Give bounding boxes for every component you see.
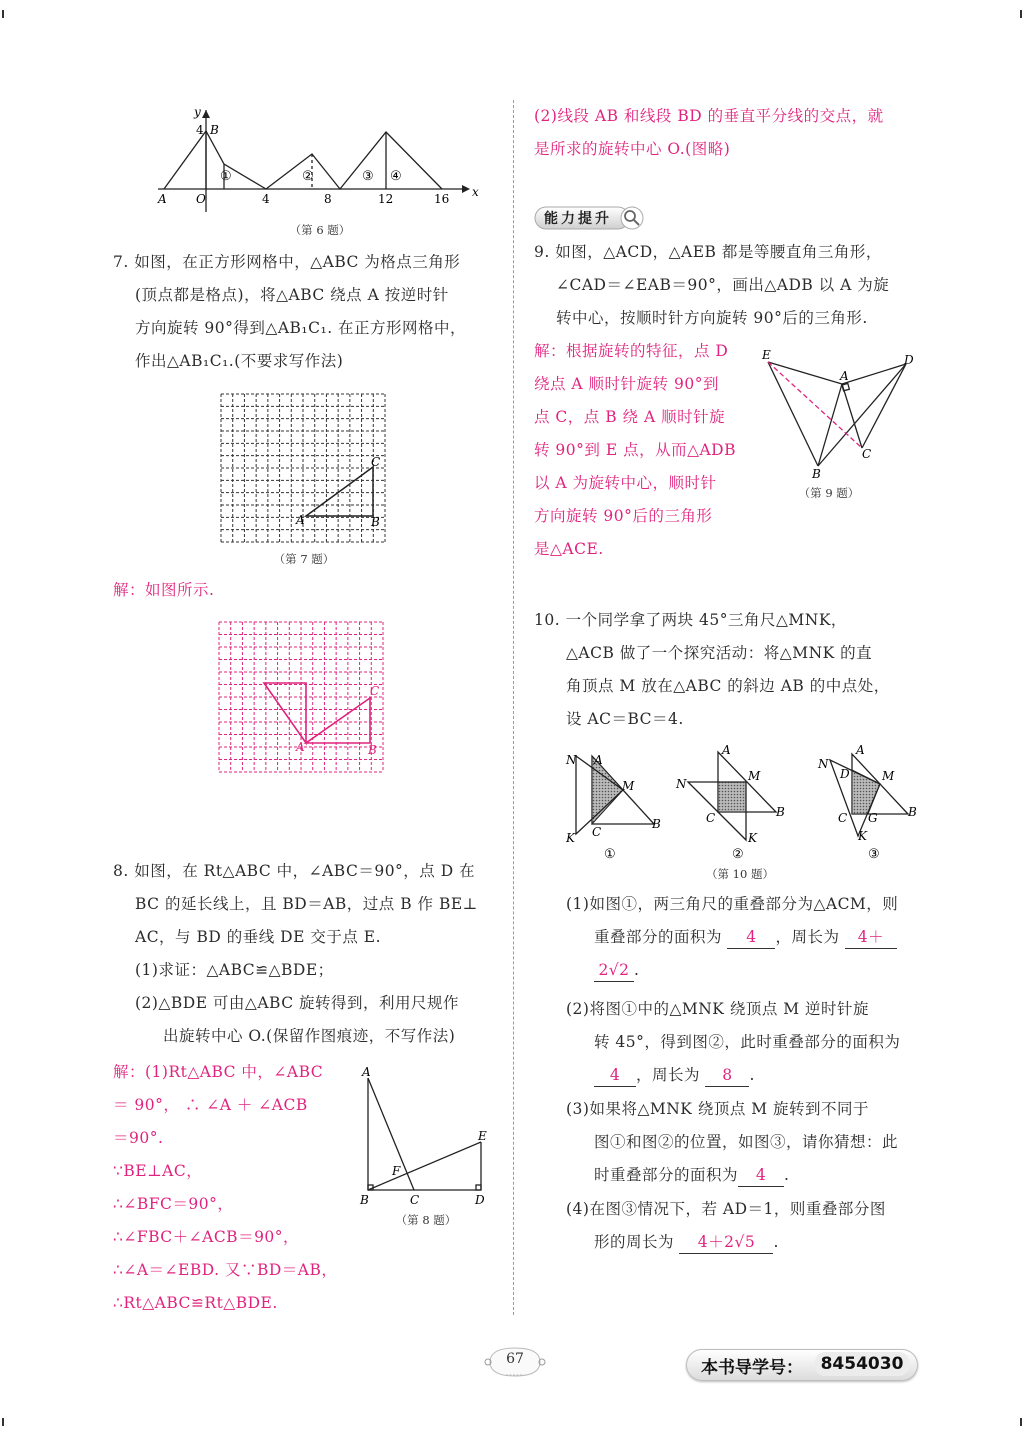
tick-16: 16 bbox=[434, 192, 450, 206]
crop-mark bbox=[1020, 1418, 1022, 1426]
q7-line: 方向旋转 90°得到△AB₁C₁. 在正方形网格中， bbox=[135, 319, 467, 337]
label-d: D bbox=[475, 1193, 485, 1207]
q8-solution-line: ∵BE⊥AC， bbox=[113, 1162, 203, 1180]
label-c: C bbox=[410, 1193, 420, 1207]
q8-solution-line: ∴∠A＝∠EBD. 又∵BD＝AB， bbox=[113, 1261, 338, 1279]
q10-p3-text: 时重叠部分的面积为 bbox=[594, 1166, 739, 1184]
q8-line: (1)求证：△ABC≌△BDE； bbox=[135, 961, 334, 979]
label-a: A bbox=[362, 1065, 371, 1079]
label-b: B bbox=[210, 123, 219, 137]
q9-solution bbox=[534, 335, 749, 566]
q7-line: (顶点都是格点)，将△ABC 绕点 A 按逆时针 bbox=[135, 286, 449, 304]
answer-perimeter-1a: 4＋ bbox=[845, 926, 897, 949]
section-badge-label: 能力提升 bbox=[544, 211, 612, 227]
q7-solution: 解：如图所示. bbox=[113, 581, 215, 599]
q10-part-2 bbox=[566, 993, 926, 1092]
y-axis-label: y bbox=[194, 105, 201, 119]
q10-part-3 bbox=[566, 1093, 926, 1192]
figure-8 bbox=[356, 1062, 496, 1212]
q10-line: 10. 一个同学拿了两块 45°三角尺△MNK， bbox=[534, 611, 847, 629]
column-divider bbox=[513, 100, 514, 1315]
label-n: N bbox=[818, 757, 829, 771]
figure-7-grid bbox=[218, 392, 390, 544]
q8-line: 出旋转中心 O.(保留作图痕迹，不写作法) bbox=[163, 1027, 456, 1045]
label-m: M bbox=[622, 779, 635, 793]
q10-p2-line: (2)将图①中的△MNK 绕顶点 M 逆时针旋 bbox=[566, 1000, 870, 1018]
q8-solution bbox=[113, 1056, 363, 1320]
q8-solution-line: ＝90°. bbox=[113, 1129, 164, 1147]
label-c: C bbox=[706, 811, 716, 825]
label-o: O bbox=[196, 192, 206, 206]
q10-p2-text: . bbox=[749, 1066, 755, 1084]
q9-solution-line: 绕点 A 顺时针旋转 90°到 bbox=[534, 375, 719, 393]
label-n: N bbox=[676, 777, 687, 791]
q8-line: BC 的延长线上，且 BD＝AB，过点 B 作 BE⊥ bbox=[135, 895, 478, 913]
q8-solution-line: 解：(1)Rt△ABC 中，∠ABC bbox=[113, 1063, 324, 1081]
q10-p1-text: ，周长为 bbox=[775, 928, 840, 946]
label-k: K bbox=[748, 831, 757, 845]
label-e: E bbox=[478, 1129, 487, 1143]
label-m: M bbox=[882, 769, 895, 783]
q9-solution-line: 转 90°到 E 点，从而△ADB bbox=[534, 441, 737, 459]
figure-7-solution-grid bbox=[216, 620, 388, 776]
figure-6 bbox=[150, 104, 490, 216]
question-8 bbox=[113, 855, 503, 1053]
crop-mark bbox=[1020, 10, 1022, 18]
label-k: K bbox=[858, 829, 867, 843]
answer-perimeter-4: 4＋2√5 bbox=[679, 1231, 773, 1254]
label-a: A bbox=[296, 513, 305, 527]
label-a: A bbox=[158, 192, 167, 206]
label-d: D bbox=[840, 767, 850, 781]
label-a: A bbox=[296, 740, 305, 754]
crop-mark bbox=[2, 1418, 4, 1426]
page-number-text: 67 bbox=[506, 1351, 524, 1367]
label-a: A bbox=[840, 369, 849, 383]
x-axis-label: x bbox=[472, 185, 479, 199]
q9-line: 转中心，按顺时针方向旋转 90°后的三角形. bbox=[556, 309, 868, 327]
region-2: ② bbox=[302, 169, 314, 184]
fig7-caption: （第 7 题） bbox=[273, 552, 335, 566]
q8-line: 8. 如图，在 Rt△ABC 中，∠ABC＝90°，点 D 在 bbox=[113, 862, 476, 880]
tick-4-y: 4 bbox=[196, 123, 204, 137]
q8-solution-line: ＝ 90°， ∴ ∠A ＋ ∠ACB bbox=[113, 1096, 308, 1114]
label-b: B bbox=[360, 1193, 369, 1207]
fig8-caption: （第 8 题） bbox=[395, 1213, 457, 1227]
q10-line: △ACB 做了一个探究活动：将△MNK 的直 bbox=[566, 644, 873, 662]
q8-solution-line: ∴Rt△ABC≌Rt△BDE. bbox=[113, 1294, 278, 1312]
q9-solution-line: 是△ACE. bbox=[534, 540, 604, 558]
q10-p4-line: (4)在图③情况下，若 AD＝1，则重叠部分图 bbox=[566, 1200, 886, 1218]
q9-solution-line: 方向旋转 90°后的三角形 bbox=[534, 507, 713, 525]
q9-solution-line: 解：根据旋转的特征，点 D bbox=[534, 342, 729, 360]
tick-8: 8 bbox=[324, 192, 332, 206]
page-number bbox=[482, 1342, 548, 1382]
label-b: B bbox=[812, 467, 821, 481]
q10-line: 角顶点 M 放在△ABC 的斜边 AB 的中点处， bbox=[566, 677, 890, 695]
q10-p4-text: 形的周长为 bbox=[594, 1233, 675, 1251]
question-10 bbox=[534, 604, 924, 736]
fig-number-2: ② bbox=[732, 847, 744, 862]
q8-part2-line: 是所求的旋转中心 O.(图略) bbox=[534, 140, 731, 158]
region-1: ① bbox=[220, 169, 232, 184]
label-c: C bbox=[592, 825, 602, 839]
label-b: B bbox=[908, 805, 917, 819]
q8-line: (2)△BDE 可由△ABC 旋转得到，利用尺规作 bbox=[135, 994, 460, 1012]
q10-p2-line: 转 45°，得到图②，此时重叠部分的面积为 bbox=[594, 1033, 901, 1051]
label-f: F bbox=[392, 1164, 401, 1178]
label-b: B bbox=[368, 743, 377, 757]
q8-part2-line: (2)线段 AB 和线段 BD 的垂直平分线的交点，就 bbox=[534, 107, 884, 125]
crop-mark bbox=[2, 10, 4, 18]
fig-number-1: ① bbox=[604, 847, 616, 862]
answer-area-3: 4 bbox=[738, 1164, 784, 1187]
label-a: A bbox=[856, 743, 865, 757]
q10-p3-text: . bbox=[784, 1166, 790, 1184]
fig9-caption: （第 9 题） bbox=[798, 486, 860, 500]
q10-p2-text: ，周长为 bbox=[636, 1066, 701, 1084]
q9-solution-line: 点 C，点 B 绕 A 顺时针旋 bbox=[534, 408, 726, 426]
label-e: E bbox=[762, 348, 771, 362]
label-b: B bbox=[652, 817, 661, 831]
q8-part2-solution bbox=[534, 100, 924, 166]
q8-solution-line: ∴∠BFC＝90°， bbox=[113, 1195, 234, 1213]
q8-solution-line: ∴∠FBC＋∠ACB＝90°， bbox=[113, 1228, 300, 1246]
answer-area-2: 4 bbox=[594, 1064, 636, 1087]
label-c: C bbox=[371, 455, 381, 469]
region-4: ④ bbox=[390, 169, 402, 184]
book-code-label: 本书导学号： bbox=[701, 1358, 803, 1378]
q10-part-4 bbox=[566, 1193, 926, 1259]
answer-perimeter-2: 8 bbox=[705, 1064, 749, 1087]
question-9 bbox=[534, 236, 924, 335]
q10-p3-line: (3)如果将△MNK 绕顶点 M 旋转到不同于 bbox=[566, 1100, 870, 1118]
fig-number-3: ③ bbox=[868, 847, 880, 862]
q10-part-1 bbox=[566, 888, 926, 987]
q10-p3-line: 图①和图②的位置，如图③，请你猜想：此 bbox=[594, 1133, 899, 1151]
label-c: C bbox=[370, 684, 380, 698]
q9-solution-line: 以 A 为旋转中心，顺时针 bbox=[534, 474, 717, 492]
label-k: K bbox=[566, 831, 575, 845]
book-code-box bbox=[686, 1349, 918, 1381]
q8-line: AC，与 BD 的垂线 DE 交于点 E. bbox=[135, 928, 381, 946]
figure-9 bbox=[756, 344, 926, 484]
answer-perimeter-1b: 2√2 bbox=[594, 959, 634, 982]
label-a: A bbox=[722, 743, 731, 757]
region-3: ③ bbox=[362, 169, 374, 184]
fig6-caption: （第 6 题） bbox=[289, 223, 351, 237]
answer-area-1: 4 bbox=[727, 926, 775, 949]
section-badge bbox=[534, 205, 646, 231]
label-b: B bbox=[776, 805, 785, 819]
q10-line: 设 AC＝BC＝4. bbox=[566, 710, 684, 728]
label-a: A bbox=[594, 753, 603, 767]
q10-p1-text: 重叠部分的面积为 bbox=[594, 928, 723, 946]
q7-line: 作出△AB₁C₁.(不要求写作法) bbox=[135, 352, 344, 370]
q10-p1-text: . bbox=[634, 961, 640, 979]
q10-p1-line: (1)如图①，两三角尺的重叠部分为△ACM，则 bbox=[566, 895, 899, 913]
label-c: C bbox=[862, 447, 872, 461]
label-n: N bbox=[566, 753, 577, 767]
label-c: C bbox=[838, 811, 848, 825]
book-code-value: 8454030 bbox=[815, 1352, 909, 1376]
question-7 bbox=[113, 246, 503, 378]
fig10-caption: （第 10 题） bbox=[706, 867, 774, 881]
q9-line: 9. 如图，△ACD，△AEB 都是等腰直角三角形， bbox=[534, 243, 882, 261]
q9-line: ∠CAD＝∠EAB＝90°，画出△ADB 以 A 为旋 bbox=[556, 276, 890, 294]
tick-4: 4 bbox=[262, 192, 270, 206]
label-d: D bbox=[904, 353, 914, 367]
q7-line: 7. 如图，在正方形网格中，△ABC 为格点三角形 bbox=[113, 253, 461, 271]
label-m: M bbox=[748, 769, 761, 783]
tick-12: 12 bbox=[378, 192, 394, 206]
q10-p4-text: . bbox=[773, 1233, 779, 1251]
figure-10 bbox=[562, 742, 922, 864]
label-b: B bbox=[371, 515, 380, 529]
label-g: G bbox=[868, 811, 878, 825]
